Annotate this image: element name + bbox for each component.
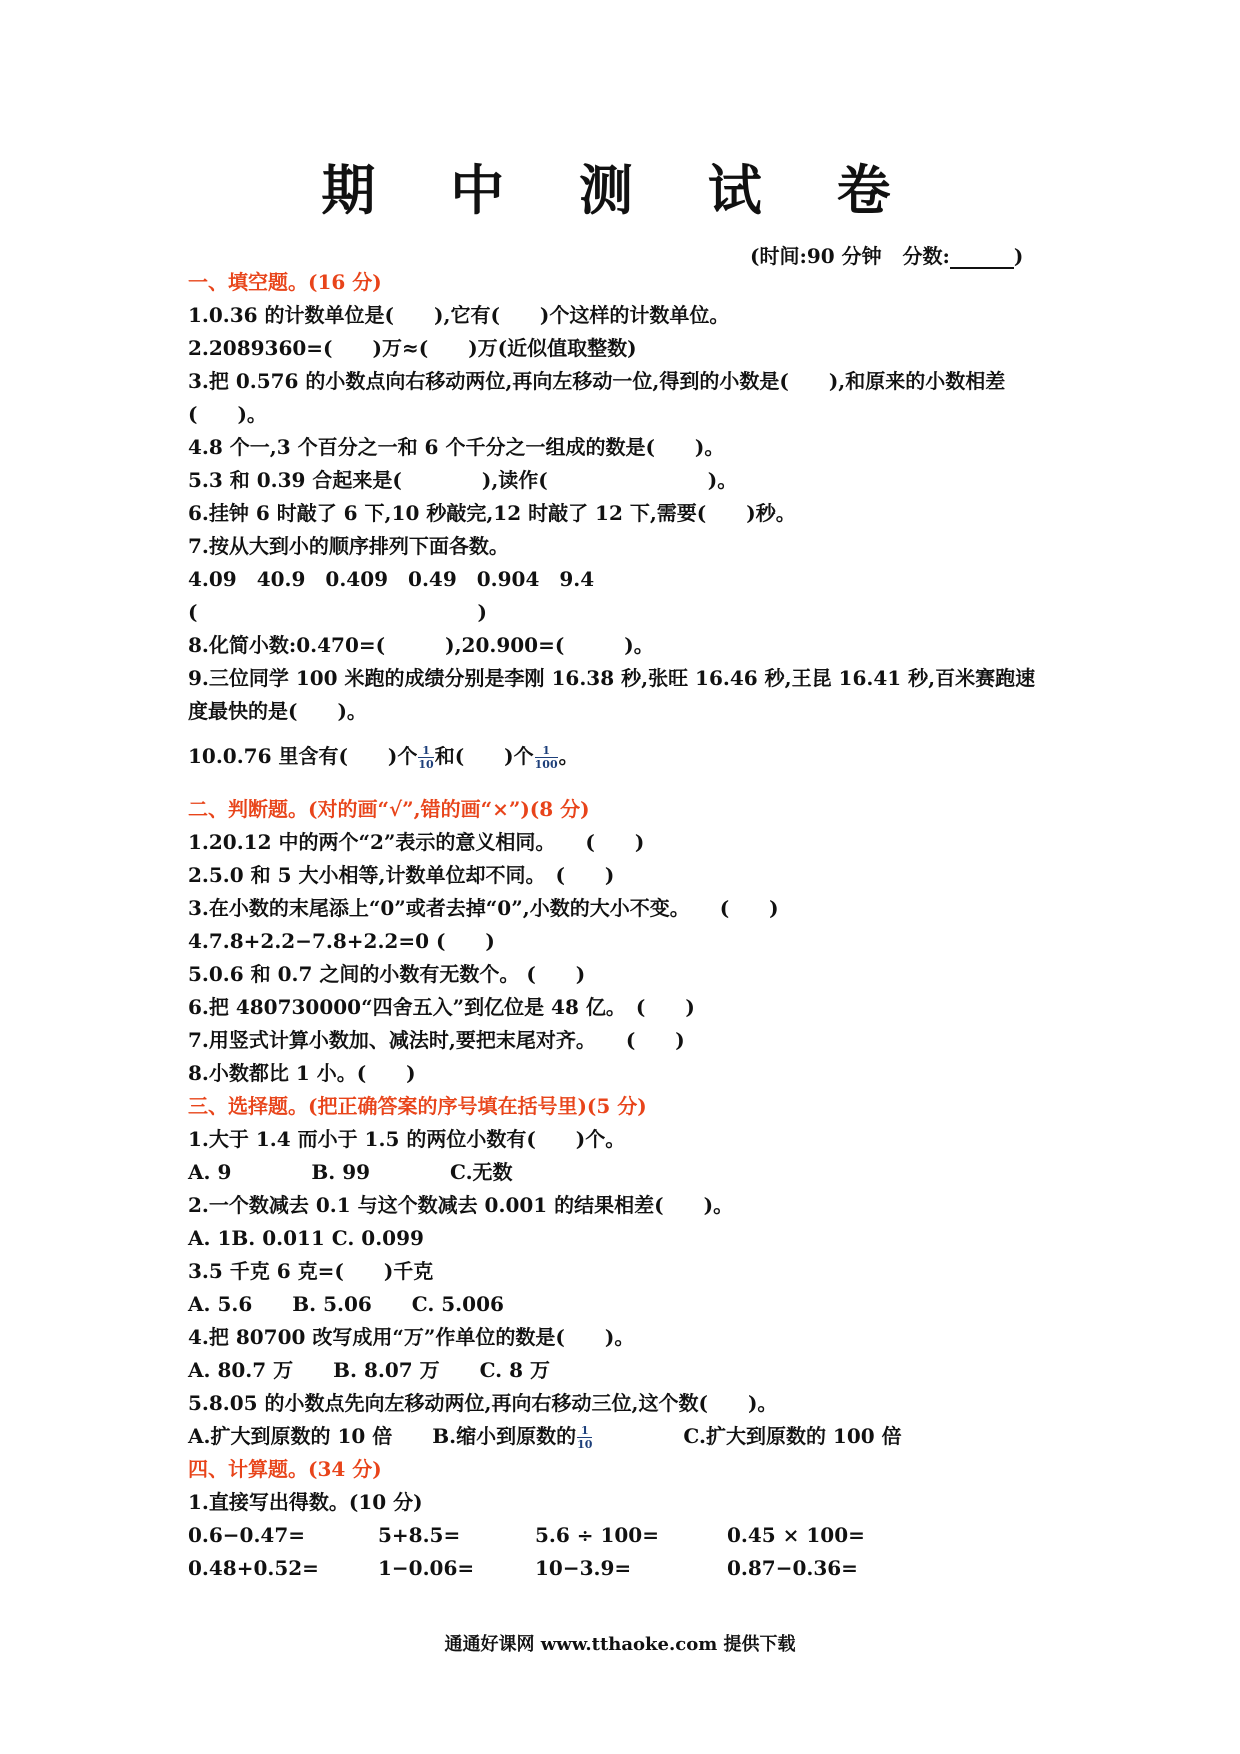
s1-question-3-cont: ( )。 — [188, 402, 267, 426]
fraction-one-tenth: $\frac{1}{10}$ — [577, 1424, 593, 1451]
s1-question-2: 2.2089360=( )万≈( )万(近似值取整数) — [188, 336, 637, 360]
section2-heading: 二、判断题。(对的画“√”,错的画“×”)(8 分) — [188, 797, 590, 821]
s1-question-6: 6.挂钟 6 时敲了 6 下,10 秒敲完,12 时敲了 12 下,需要( )秒。 — [188, 501, 796, 525]
s3-question-3-options: A. 5.6 B. 5.06 C. 5.006 — [188, 1292, 504, 1316]
s3-question-2: 2.一个数减去 0.1 与这个数减去 0.001 的结果相差( )。 — [188, 1193, 734, 1217]
s1-question-7-numbers: 4.09 40.9 0.409 0.49 0.904 9.4 — [188, 567, 595, 591]
s2-question-1: 1.20.12 中的两个“2”表示的意义相同。 ( ) — [188, 830, 645, 854]
calc-r1-c1: 0.6−0.47= — [188, 1523, 306, 1547]
score-blank — [950, 247, 1014, 269]
q10-part-a: 10.0.76 里含有( )个 — [188, 744, 418, 768]
q5-option-a-b: A.扩大到原数的 10 倍 B.缩小到原数的 — [188, 1424, 577, 1448]
s3-question-5-options — [188, 1424, 902, 1450]
s3-question-2-options: A. 1B. 0.011 C. 0.099 — [188, 1226, 424, 1250]
s1-question-4: 4.8 个一,3 个百分之一和 6 个千分之一组成的数是( )。 — [188, 435, 725, 459]
s2-question-6: 6.把 480730000“四舍五入”到亿位是 48 亿。 ( ) — [188, 995, 695, 1019]
page-title: 期 中 测 试 卷 — [321, 158, 919, 222]
s1-question-9-cont: 度最快的是( )。 — [188, 699, 367, 723]
calc-r2-c1: 0.48+0.52= — [188, 1556, 319, 1580]
section1-heading: 一、填空题。(16 分) — [188, 270, 382, 294]
calc-r2-c4: 0.87−0.36= — [727, 1556, 858, 1580]
s3-question-3: 3.5 千克 6 克=( )千克 — [188, 1259, 434, 1283]
s3-question-5: 5.8.05 的小数点先向左移动两位,再向右移动三位,这个数( )。 — [188, 1391, 778, 1415]
q5-option-c: C.扩大到原数的 100 倍 — [683, 1424, 902, 1448]
s1-question-1: 1.0.36 的计数单位是( ),它有( )个这样的计数单位。 — [188, 303, 730, 327]
exam-meta — [750, 240, 1023, 269]
s1-question-7: 7.按从大到小的顺序排列下面各数。 — [188, 534, 509, 558]
calc-r2-c2: 1−0.06= — [378, 1556, 475, 1580]
s1-question-3: 3.把 0.576 的小数点向右移动两位,再向左移动一位,得到的小数是( ),和原来的小数相差 — [188, 369, 1006, 393]
s1-question-5: 5.3 和 0.39 合起来是( ),读作( )。 — [188, 468, 738, 492]
s1-question-9: 9.三位同学 100 米跑的成绩分别是李刚 16.38 秒,张旺 16.46 秒,王昆 16.41 秒,百米赛跑速 — [188, 666, 1036, 690]
s2-question-5: 5.0.6 和 0.7 之间的小数有无数个。 ( ) — [188, 962, 586, 986]
s3-question-1: 1.大于 1.4 而小于 1.5 的两位小数有( )个。 — [188, 1127, 626, 1151]
meta-close: ) — [1013, 244, 1024, 268]
s3-question-4: 4.把 80700 改写成用“万”作单位的数是( )。 — [188, 1325, 635, 1349]
calc-r1-c3: 5.6 ÷ 100= — [535, 1523, 659, 1547]
s4-sub-1: 1.直接写出得数。(10 分) — [188, 1490, 423, 1514]
fraction-one-tenth: $\frac{1}{10}$ — [418, 744, 434, 771]
s2-question-4: 4.7.8+2.2−7.8+2.2=0 ( ) — [188, 929, 495, 953]
calc-r1-c2: 5+8.5= — [378, 1523, 461, 1547]
calc-r1-c4: 0.45 × 100= — [727, 1523, 865, 1547]
s2-question-7: 7.用竖式计算小数加、减法时,要把末尾对齐。 ( ) — [188, 1028, 685, 1052]
fraction-one-hundredth: $\frac{1}{100}$ — [534, 744, 558, 771]
q10-part-b: 和( )个 — [434, 744, 534, 768]
s2-question-3: 3.在小数的末尾添上“0”或者去掉“0”,小数的大小不变。 ( ) — [188, 896, 779, 920]
section4-heading: 四、计算题。(34 分) — [188, 1457, 382, 1481]
section3-heading: 三、选择题。(把正确答案的序号填在括号里)(5 分) — [188, 1094, 647, 1118]
s3-question-1-options: A. 9 B. 99 C.无数 — [188, 1160, 513, 1184]
s2-question-8: 8.小数都比 1 小。( ) — [188, 1061, 416, 1085]
score-label: 分数: — [902, 244, 950, 268]
s1-question-8: 8.化简小数:0.470=( ),20.900=( )。 — [188, 633, 654, 657]
footer-source: 通通好课网 www.tthaoke.com 提供下载 — [444, 1634, 796, 1655]
s1-question-7-answer: ( ) — [188, 600, 487, 624]
s1-question-10 — [188, 744, 579, 770]
s3-question-4-options: A. 80.7 万 B. 8.07 万 C. 8 万 — [188, 1358, 550, 1382]
q10-part-c: 。 — [558, 744, 579, 768]
time-info: (时间:90 分钟 — [750, 244, 882, 268]
s2-question-2: 2.5.0 和 5 大小相等,计数单位却不同。 ( ) — [188, 863, 615, 887]
calc-r2-c3: 10−3.9= — [535, 1556, 632, 1580]
